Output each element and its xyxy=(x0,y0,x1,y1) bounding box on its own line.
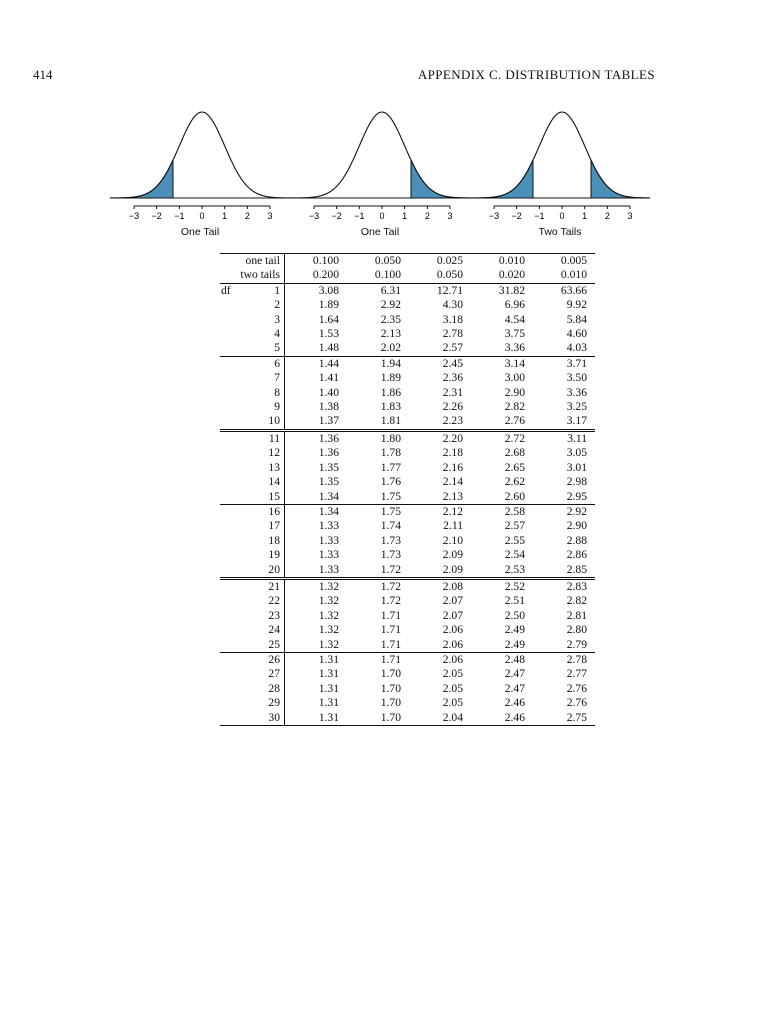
critical-value-cell: 1.38 xyxy=(318,400,339,414)
critical-value-cell: 2.83 xyxy=(533,578,595,594)
critical-value-cell: 2.47 xyxy=(504,667,525,681)
table-row xyxy=(220,283,595,298)
x-tick-label: 3 xyxy=(627,211,633,221)
df-value: 2 xyxy=(274,298,280,312)
critical-value-cell: 2.12 xyxy=(409,504,471,519)
curve-svg-two-tails xyxy=(470,100,650,222)
critical-value-cell: 2.47 xyxy=(504,681,525,695)
x-tick-label: 0 xyxy=(379,211,385,221)
critical-value-cell: 2.09 xyxy=(442,548,463,562)
df-cell xyxy=(220,446,285,460)
table-row xyxy=(220,594,595,608)
df-cell xyxy=(220,594,285,608)
critical-value-cell: 1.70 xyxy=(380,681,401,695)
df-value: 25 xyxy=(268,637,280,651)
critical-value-cell: 3.08 xyxy=(318,283,339,297)
table-row xyxy=(220,400,595,414)
critical-value-cell: 31.82 xyxy=(498,283,525,297)
critical-value-cell: 3.01 xyxy=(566,460,587,474)
critical-value-cell: 2.60 xyxy=(504,489,525,503)
curve-caption-left-tail: One Tail xyxy=(180,226,220,238)
critical-value-cell: 1.75 xyxy=(347,504,409,519)
critical-value-cell: 1.33 xyxy=(318,519,339,533)
critical-value-cell: 1.72 xyxy=(380,594,401,608)
t-distribution-table xyxy=(220,253,595,726)
table-row xyxy=(220,652,595,667)
critical-value-cell: 2.06 xyxy=(442,637,463,651)
critical-value-cell: 2.76 xyxy=(566,681,587,695)
x-tick-label: −3 xyxy=(308,211,320,221)
table-row xyxy=(220,341,595,356)
critical-value-cell: 2.14 xyxy=(442,475,463,489)
critical-value-cell: 1.81 xyxy=(380,414,401,428)
table-row xyxy=(220,548,595,562)
table-row xyxy=(220,711,595,726)
df-value: 21 xyxy=(268,579,280,593)
critical-value-cell: 3.50 xyxy=(566,371,587,385)
critical-value-cell: 2.90 xyxy=(504,385,525,399)
critical-value-cell: 2.46 xyxy=(471,711,533,726)
shaded-tail-region xyxy=(411,160,470,198)
critical-value-cell: 1.83 xyxy=(380,400,401,414)
critical-value-cell: 1.72 xyxy=(380,562,401,576)
critical-value-cell: 2.53 xyxy=(504,562,525,576)
x-tick-label: 2 xyxy=(424,211,430,221)
critical-value-cell: 1.44 xyxy=(285,356,348,371)
critical-value-cell: 1.33 xyxy=(318,548,339,562)
header-row-label: one tail xyxy=(220,254,285,269)
critical-value-cell: 2.11 xyxy=(443,519,463,533)
critical-value-cell: 1.73 xyxy=(380,533,401,547)
critical-value-cell: 2.98 xyxy=(566,475,587,489)
critical-value-cell: 2.10 xyxy=(442,533,463,547)
critical-value-cell: 2.78 xyxy=(533,652,595,667)
critical-value-cell: 1.32 xyxy=(318,623,339,637)
curve-svg-left-tail xyxy=(110,100,290,222)
x-tick-label: −1 xyxy=(354,211,365,221)
table-row xyxy=(220,578,595,594)
table-row xyxy=(220,534,595,548)
critical-value-cell: 2.13 xyxy=(442,489,463,503)
critical-value-cell: 2.57 xyxy=(504,519,525,533)
table-row xyxy=(220,298,595,312)
shaded-tail-region xyxy=(110,160,173,198)
critical-value-cell: 3.11 xyxy=(533,430,595,446)
table-row xyxy=(220,682,595,696)
x-tick-label: −3 xyxy=(128,211,140,221)
df-cell xyxy=(220,400,285,414)
critical-value-cell: 1.32 xyxy=(285,578,348,594)
critical-value-cell: 4.30 xyxy=(442,298,463,312)
critical-value-cell: 2.31 xyxy=(442,385,463,399)
critical-value-cell: 1.34 xyxy=(318,489,339,503)
df-value: 27 xyxy=(268,667,280,681)
df-cell xyxy=(220,341,285,356)
critical-value-cell: 2.88 xyxy=(566,533,587,547)
critical-value-cell: 1.64 xyxy=(318,312,339,326)
critical-value-cell: 1.71 xyxy=(380,637,401,651)
critical-value-cell: 1.32 xyxy=(318,594,339,608)
critical-value-cell: 2.90 xyxy=(566,519,587,533)
critical-value-cell: 2.16 xyxy=(442,460,463,474)
critical-value-cell: 2.35 xyxy=(380,312,401,326)
critical-value-cell: 1.76 xyxy=(380,475,401,489)
df-cell xyxy=(220,609,285,623)
critical-value-cell: 2.85 xyxy=(566,562,587,576)
table-row xyxy=(220,313,595,327)
x-tick-label: 0 xyxy=(199,211,205,221)
header-row-label: two tails xyxy=(220,268,285,283)
critical-value-cell: 3.14 xyxy=(471,356,533,371)
critical-value-cell: 2.20 xyxy=(409,430,471,446)
critical-value-cell: 1.48 xyxy=(318,341,339,355)
critical-value-cell: 2.06 xyxy=(442,623,463,637)
x-tick-label: 1 xyxy=(222,211,228,221)
critical-value-cell: 2.06 xyxy=(409,652,471,667)
df-cell xyxy=(220,696,285,710)
critical-value-cell: 2.07 xyxy=(442,608,463,622)
critical-value-cell: 3.25 xyxy=(566,400,587,414)
page-number: 414 xyxy=(33,67,53,82)
table-row xyxy=(220,623,595,637)
critical-value-cell: 2.48 xyxy=(471,652,533,667)
df-cell xyxy=(220,386,285,400)
critical-value-cell: 1.53 xyxy=(318,327,339,341)
curve-caption-right-tail: One Tail xyxy=(360,226,400,238)
df-cell xyxy=(220,711,285,726)
critical-value-cell: 2.13 xyxy=(380,327,401,341)
critical-value-cell: 2.77 xyxy=(566,667,587,681)
table-row xyxy=(220,563,595,579)
critical-value-cell: 1.33 xyxy=(318,562,339,576)
critical-value-cell: 4.03 xyxy=(566,341,587,355)
critical-value-cell: 1.74 xyxy=(380,519,401,533)
critical-value-cell: 2.18 xyxy=(442,446,463,460)
critical-value-cell: 6.96 xyxy=(504,298,525,312)
normal-curve xyxy=(110,112,290,198)
critical-value-cell: 2.92 xyxy=(533,504,595,519)
df-cell xyxy=(220,563,285,579)
df-value: 19 xyxy=(268,548,280,562)
header-tail-probability: 0.100 xyxy=(285,254,348,269)
header-tail-probability: 0.100 xyxy=(347,268,409,283)
critical-value-cell: 1.37 xyxy=(318,414,339,428)
header-tail-probability: 0.020 xyxy=(471,268,533,283)
x-tick-label: −2 xyxy=(331,211,342,221)
critical-value-cell: 63.66 xyxy=(560,283,587,297)
critical-value-cell: 2.72 xyxy=(471,430,533,446)
x-tick-label: 1 xyxy=(402,211,408,221)
x-tick-label: 3 xyxy=(447,211,453,221)
x-tick-label: −2 xyxy=(511,211,522,221)
critical-value-cell: 1.89 xyxy=(318,298,339,312)
df-value: 23 xyxy=(268,608,280,622)
critical-value-cell: 1.32 xyxy=(318,637,339,651)
critical-value-cell: 2.81 xyxy=(566,608,587,622)
x-tick-label: −2 xyxy=(151,211,162,221)
x-tick-label: 0 xyxy=(559,211,565,221)
critical-value-cell: 1.31 xyxy=(318,681,339,695)
critical-value-cell: 1.73 xyxy=(380,548,401,562)
df-value: 15 xyxy=(268,489,280,503)
critical-value-cell: 1.72 xyxy=(347,578,409,594)
critical-value-cell: 1.35 xyxy=(318,460,339,474)
critical-value-cell: 2.50 xyxy=(504,608,525,622)
table-header-row xyxy=(220,268,595,283)
table-row xyxy=(220,461,595,475)
df-value: 9 xyxy=(274,400,280,414)
df-cell xyxy=(220,313,285,327)
header-tail-probability: 0.025 xyxy=(409,254,471,269)
critical-value-cell: 12.71 xyxy=(436,283,463,297)
critical-value-cell: 1.86 xyxy=(380,385,401,399)
header-tail-probability: 0.050 xyxy=(409,268,471,283)
df-value: 7 xyxy=(274,371,280,385)
critical-value-cell: 2.36 xyxy=(442,371,463,385)
critical-value-cell: 2.02 xyxy=(380,341,401,355)
header-tail-probability: 0.050 xyxy=(347,254,409,269)
table-row xyxy=(220,356,595,371)
critical-value-cell: 2.95 xyxy=(566,489,587,503)
header-tail-probability: 0.010 xyxy=(533,268,595,283)
x-tick-label: 2 xyxy=(604,211,610,221)
table-row xyxy=(220,371,595,385)
x-tick-label: 3 xyxy=(267,211,273,221)
x-tick-label: 2 xyxy=(244,211,250,221)
critical-value-cell: 2.68 xyxy=(504,446,525,460)
critical-value-cell: 1.94 xyxy=(347,356,409,371)
df-value: 4 xyxy=(274,327,280,341)
critical-value-cell: 2.79 xyxy=(566,637,587,651)
table-row xyxy=(220,696,595,710)
critical-value-cell: 1.77 xyxy=(380,460,401,474)
critical-value-cell: 2.49 xyxy=(504,623,525,637)
df-value: 14 xyxy=(268,475,280,489)
shaded-tail-region xyxy=(470,160,533,198)
critical-value-cell: 2.51 xyxy=(504,594,525,608)
df-cell xyxy=(220,534,285,548)
x-tick-label: −1 xyxy=(174,211,185,221)
df-value: 12 xyxy=(268,446,280,460)
running-header: APPENDIX C. DISTRIBUTION TABLES xyxy=(417,67,655,82)
df-value: 28 xyxy=(268,681,280,695)
critical-value-cell: 1.71 xyxy=(380,623,401,637)
critical-value-cell: 3.05 xyxy=(566,446,587,460)
critical-value-cell: 2.23 xyxy=(442,414,463,428)
table-row xyxy=(220,504,595,519)
critical-value-cell: 1.70 xyxy=(380,696,401,710)
curve-panel-left-tail xyxy=(110,100,290,245)
df-value: 22 xyxy=(268,594,280,608)
table-row xyxy=(220,519,595,533)
critical-value-cell: 1.41 xyxy=(318,371,339,385)
df-cell xyxy=(220,578,285,594)
df-cell xyxy=(220,623,285,637)
critical-value-cell: 2.54 xyxy=(504,548,525,562)
df-value: 5 xyxy=(274,341,280,355)
df-value: 30 xyxy=(268,710,280,724)
critical-value-cell: 5.84 xyxy=(566,312,587,326)
critical-value-cell: 2.58 xyxy=(471,504,533,519)
critical-value-cell: 1.80 xyxy=(347,430,409,446)
t-table-body xyxy=(220,254,595,726)
df-value: 8 xyxy=(274,385,280,399)
critical-value-cell: 3.18 xyxy=(442,312,463,326)
critical-value-cell: 2.07 xyxy=(442,594,463,608)
critical-value-cell: 2.52 xyxy=(471,578,533,594)
df-value: 17 xyxy=(268,519,280,533)
curve-panel-two-tails xyxy=(470,100,650,245)
critical-value-cell: 2.26 xyxy=(442,400,463,414)
critical-value-cell: 2.49 xyxy=(504,637,525,651)
critical-value-cell: 1.36 xyxy=(318,446,339,460)
critical-value-cell: 1.70 xyxy=(380,667,401,681)
x-tick-label: −3 xyxy=(488,211,500,221)
critical-value-cell: 1.32 xyxy=(318,608,339,622)
table-row xyxy=(220,638,595,653)
critical-value-cell: 4.60 xyxy=(566,327,587,341)
df-cell xyxy=(220,667,285,681)
critical-value-cell: 1.35 xyxy=(318,475,339,489)
df-cell xyxy=(220,356,285,371)
df-cell xyxy=(220,298,285,312)
table-row xyxy=(220,414,595,430)
critical-value-cell: 2.45 xyxy=(409,356,471,371)
critical-value-cell: 2.46 xyxy=(504,696,525,710)
critical-value-cell: 2.78 xyxy=(442,327,463,341)
distribution-figures xyxy=(110,100,650,245)
critical-value-cell: 3.00 xyxy=(504,371,525,385)
critical-value-cell: 2.08 xyxy=(409,578,471,594)
shaded-tail-region xyxy=(591,160,650,198)
critical-value-cell: 2.05 xyxy=(442,696,463,710)
df-value: 20 xyxy=(268,562,280,576)
df-cell xyxy=(220,519,285,533)
df-cell xyxy=(220,283,285,298)
critical-value-cell: 2.76 xyxy=(566,696,587,710)
df-value: 10 xyxy=(268,414,280,428)
normal-curve xyxy=(290,112,470,198)
critical-value-cell: 1.78 xyxy=(380,446,401,460)
critical-value-cell: 1.71 xyxy=(380,608,401,622)
critical-value-cell: 1.70 xyxy=(347,711,409,726)
critical-value-cell: 2.86 xyxy=(566,548,587,562)
df-cell xyxy=(220,327,285,341)
df-value: 1 xyxy=(274,283,280,297)
df-cell xyxy=(220,475,285,489)
df-value: 24 xyxy=(268,623,280,637)
df-value: 3 xyxy=(274,312,280,326)
critical-value-cell: 2.57 xyxy=(442,341,463,355)
curve-caption-two-tails: Two Tails xyxy=(538,226,582,238)
table-header-row xyxy=(220,254,595,269)
df-value: 29 xyxy=(268,696,280,710)
df-cell xyxy=(220,461,285,475)
critical-value-cell: 1.31 xyxy=(285,711,348,726)
df-cell xyxy=(220,652,285,667)
critical-value-cell: 2.09 xyxy=(442,562,463,576)
table-row xyxy=(220,386,595,400)
df-value: 11 xyxy=(268,431,280,445)
critical-value-cell: 2.92 xyxy=(380,298,401,312)
critical-value-cell: 2.80 xyxy=(566,623,587,637)
critical-value-cell: 2.76 xyxy=(504,414,525,428)
critical-value-cell: 1.75 xyxy=(380,489,401,503)
df-cell xyxy=(220,504,285,519)
table-row xyxy=(220,327,595,341)
header-tail-probability: 0.005 xyxy=(533,254,595,269)
critical-value-cell: 1.36 xyxy=(285,430,348,446)
critical-value-cell: 3.17 xyxy=(566,414,587,428)
critical-value-cell: 2.62 xyxy=(504,475,525,489)
critical-value-cell: 3.36 xyxy=(566,385,587,399)
critical-value-cell: 3.71 xyxy=(533,356,595,371)
header-tail-probability: 0.010 xyxy=(471,254,533,269)
critical-value-cell: 3.75 xyxy=(504,327,525,341)
critical-value-cell: 1.40 xyxy=(318,385,339,399)
critical-value-cell: 2.75 xyxy=(533,711,595,726)
df-value: 6 xyxy=(274,356,280,370)
critical-value-cell: 1.33 xyxy=(318,533,339,547)
critical-value-cell: 2.04 xyxy=(409,711,471,726)
critical-value-cell: 4.54 xyxy=(504,312,525,326)
critical-value-cell: 1.31 xyxy=(318,696,339,710)
table-row xyxy=(220,475,595,489)
curve-panel-right-tail xyxy=(290,100,470,245)
critical-value-cell: 6.31 xyxy=(380,283,401,297)
normal-curve xyxy=(470,112,650,198)
table-row xyxy=(220,430,595,446)
df-cell xyxy=(220,682,285,696)
df-value: 13 xyxy=(268,460,280,474)
df-cell xyxy=(220,414,285,430)
df-cell xyxy=(220,490,285,505)
critical-value-cell: 2.55 xyxy=(504,533,525,547)
table-row xyxy=(220,490,595,505)
df-cell xyxy=(220,371,285,385)
critical-value-cell: 2.82 xyxy=(566,594,587,608)
critical-value-cell: 1.31 xyxy=(285,652,348,667)
critical-value-cell: 2.65 xyxy=(504,460,525,474)
df-cell xyxy=(220,548,285,562)
table-row xyxy=(220,667,595,681)
critical-value-cell: 1.31 xyxy=(318,667,339,681)
x-tick-label: 1 xyxy=(582,211,588,221)
header-tail-probability: 0.200 xyxy=(285,268,348,283)
df-label: df xyxy=(221,283,231,297)
critical-value-cell: 1.34 xyxy=(285,504,348,519)
x-tick-label: −1 xyxy=(534,211,545,221)
df-value: 18 xyxy=(268,533,280,547)
curve-svg-right-tail xyxy=(290,100,470,222)
critical-value-cell: 1.89 xyxy=(380,371,401,385)
critical-value-cell: 2.05 xyxy=(442,667,463,681)
df-cell xyxy=(220,430,285,446)
table-row xyxy=(220,446,595,460)
table-row xyxy=(220,609,595,623)
critical-value-cell: 3.36 xyxy=(504,341,525,355)
critical-value-cell: 2.82 xyxy=(504,400,525,414)
critical-value-cell: 1.71 xyxy=(347,652,409,667)
critical-value-cell: 2.05 xyxy=(442,681,463,695)
df-value: 16 xyxy=(268,504,280,518)
df-value: 26 xyxy=(268,652,280,666)
critical-value-cell: 9.92 xyxy=(566,298,587,312)
df-cell xyxy=(220,638,285,653)
